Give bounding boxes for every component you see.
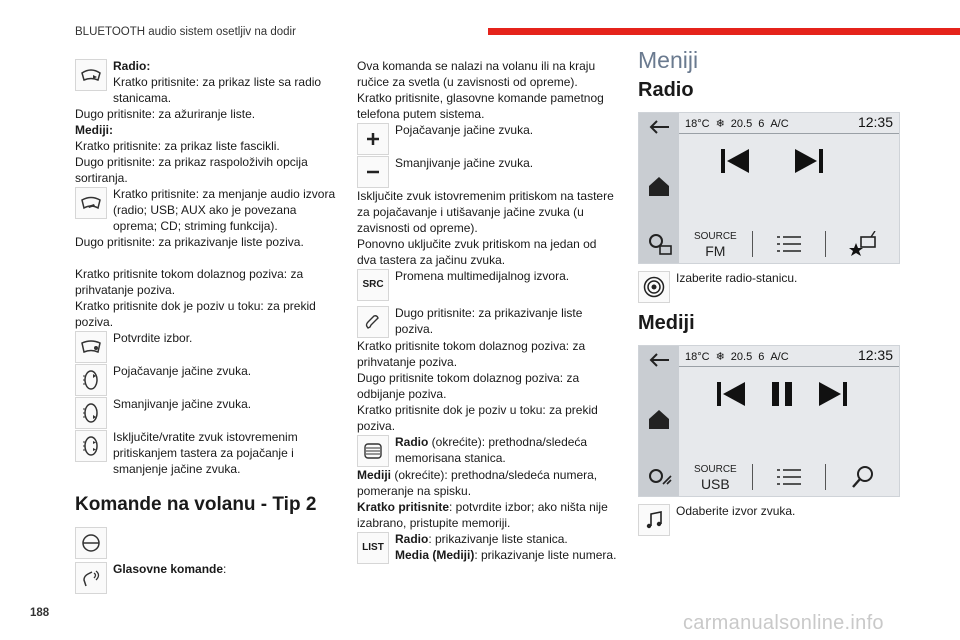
playback-controls <box>715 380 849 408</box>
wheel-radio-text: (okrećite): prethodna/sledeća memorisana stanica. <box>395 435 588 465</box>
src-icon: SRC <box>357 269 389 301</box>
steering-wheel-icon <box>75 527 107 559</box>
source-short-press: Kratko pritisnite: za menjanje audio izvora (radio; USB; AUX ako je povezana oprema; CD; striming funkcija). <box>113 187 336 233</box>
header-accent-bar <box>488 28 960 35</box>
status-bar <box>685 349 795 365</box>
media-screen <box>638 345 900 497</box>
settings-radio-icon[interactable] <box>647 231 673 257</box>
fan-value: 20.5 <box>730 351 753 363</box>
fan-icon: ❄ <box>715 118 725 130</box>
unmute-text: Ponovno uključite zvuk pritiskom na jedan od dva tastera za jačinu zvuka. <box>357 237 597 267</box>
column-2 <box>357 58 619 564</box>
call-accept-text: Kratko pritisnite tokom dolaznog poziva: za prihvatanje poziva. <box>75 267 304 297</box>
minus-row <box>357 155 619 188</box>
screen-left-bar <box>639 113 679 263</box>
voice-command-icon <box>75 562 107 594</box>
radio-caption: Izaberite radio-stanicu. <box>676 271 798 285</box>
settings-media-icon[interactable] <box>647 464 673 490</box>
minus-icon <box>357 156 389 188</box>
fan-icon: ❄ <box>715 351 725 363</box>
pause-icon[interactable] <box>769 380 795 408</box>
search-icon[interactable] <box>826 464 899 490</box>
volume-up-text: Pojačavanje jačine zvuka. <box>113 364 252 378</box>
radio-caption-row <box>638 270 902 303</box>
list-menu-icon[interactable] <box>753 468 826 486</box>
media-long-press: Dugo pritisnite: za prikaz raspoloživih opcija sortiranja. <box>75 155 308 185</box>
back-arrow-icon[interactable] <box>647 119 671 135</box>
fan-level: 6 <box>758 351 765 363</box>
mute-wheel-icon <box>75 430 107 462</box>
wheel-media-text: (okrećite): prethodna/sledeća numera, pomeranje na spisku. <box>357 468 598 498</box>
home-icon[interactable] <box>647 408 671 430</box>
list-menu-icon[interactable] <box>753 235 826 253</box>
voice-label-suffix: : <box>223 562 227 576</box>
clock: 12:35 <box>857 114 893 130</box>
volume-down-text: Smanjivanje jačine zvuka. <box>113 397 252 411</box>
favorite-radio-icon[interactable] <box>826 231 899 257</box>
call-end-text: Kratko pritisnite dok je poziv u toku: za prekid poziva. <box>75 299 316 329</box>
steering-confirm-icon <box>75 331 107 363</box>
ac-label: A/C <box>770 118 789 130</box>
phone-row <box>357 305 619 338</box>
fan-value: 20.5 <box>730 118 753 130</box>
media-caption: Odaberite izvor zvuka. <box>676 504 796 518</box>
previous-icon[interactable] <box>715 380 747 408</box>
mute-both-text: Isključite zvuk istovremenim pritiskom na tastere za pojačavanje i utišavanje jačine zvuka (u zavisnosti od opreme). <box>357 189 614 235</box>
media-menu-title: Mediji <box>638 312 695 334</box>
phone-long-press: Dugo pritisnite: za prikazivanje liste poziva. <box>395 306 583 336</box>
source-button-row <box>75 186 343 234</box>
voice-label: Glasovne komande <box>113 562 224 576</box>
list-radio-text: : prikazivanje liste stanica. <box>428 532 568 546</box>
radio-menu-title: Radio <box>638 79 694 101</box>
source-selector[interactable]: SOURCE FM <box>693 231 737 259</box>
clock: 12:35 <box>857 347 893 363</box>
page-number: 188 <box>30 607 50 619</box>
radio-button-row <box>75 58 343 106</box>
wheel-radio-label: Radio <box>395 435 429 449</box>
list-media-text: : prikazivanje liste numera. <box>474 548 617 562</box>
volume-down-row <box>75 396 343 429</box>
list-media-label: Media (Mediji) <box>395 548 475 562</box>
wheel-press-label: Kratko pritisnite <box>357 500 450 514</box>
source-selector[interactable]: SOURCE USB <box>693 464 737 492</box>
voice-row <box>75 561 343 594</box>
wheel-media-label: Mediji <box>357 468 392 482</box>
plus-text: Pojačavanje jačine zvuka. <box>395 123 534 137</box>
volume-down-wheel-icon <box>75 397 107 429</box>
confirm-row <box>75 330 343 363</box>
steering-radio-icon <box>75 59 107 91</box>
temperature: 18°C <box>685 351 710 363</box>
playback-controls <box>719 147 825 175</box>
phone-end-text: Kratko pritisnite dok je poziv u toku: za prekid poziva. <box>357 403 598 433</box>
next-icon[interactable] <box>817 380 849 408</box>
back-arrow-icon[interactable] <box>647 352 671 368</box>
fan-level: 6 <box>758 118 765 130</box>
steering-source-icon <box>75 187 107 219</box>
section-title-type2: Komande na volanu - Tip 2 <box>75 494 317 515</box>
temperature: 18°C <box>685 118 710 130</box>
screen-bottom-bar <box>679 456 899 498</box>
home-icon[interactable] <box>647 175 671 197</box>
plus-row <box>357 122 619 155</box>
volume-up-wheel-icon <box>75 364 107 396</box>
mute-row <box>75 429 343 477</box>
voice-intro-text-2: Kratko pritisnite, glasovne komande pametnog telefona putem sistema. <box>357 91 604 121</box>
list-row <box>357 531 619 564</box>
media-label: Mediji: <box>75 123 113 137</box>
menus-title: Meniji <box>638 47 699 73</box>
list-radio-label: Radio <box>395 532 429 546</box>
status-divider <box>679 133 899 134</box>
confirm-text: Potvrdite izbor. <box>113 331 193 345</box>
plus-icon <box>357 123 389 155</box>
src-row <box>357 268 619 301</box>
watermark: carmanualsonline.info <box>683 612 884 634</box>
phone-accept-text: Kratko pritisnite tokom dolaznog poziva: za prihvatanje poziva. <box>357 339 586 369</box>
wheel-press-text: : potvrdite izbor; ako ništa nije izabrano, pristupite memoriji. <box>357 500 608 530</box>
column-1 <box>75 58 343 594</box>
screen-bottom-bar <box>679 223 899 265</box>
phone-reject-text: Dugo pritisnite tokom dolaznog poziva: za odbijanje poziva. <box>357 371 580 401</box>
media-short-press: Kratko pritisnite: za prikaz liste fascikli. <box>75 139 280 153</box>
status-divider <box>679 366 899 367</box>
phone-icon <box>357 306 389 338</box>
status-bar <box>685 116 795 132</box>
source-long-press: Dugo pritisnite: za prikazivanje liste poziva. <box>75 235 304 249</box>
previous-icon[interactable] <box>719 147 751 175</box>
page-header-title: BLUETOOTH audio sistem osetljiv na dodir <box>75 26 296 38</box>
column-3 <box>638 47 902 536</box>
thumbwheel-icon <box>357 435 389 467</box>
mute-text: Isključite/vratite zvuk istovremenim pritiskanjem tastera za pojačanje i smanjenje jačine zvuka. <box>113 430 298 476</box>
music-note-icon <box>638 504 670 536</box>
list-icon: LIST <box>357 532 389 564</box>
minus-text: Smanjivanje jačine zvuka. <box>395 156 534 170</box>
next-icon[interactable] <box>793 147 825 175</box>
wheel-row <box>357 434 619 467</box>
volume-up-row <box>75 363 343 396</box>
screen-left-bar <box>639 346 679 496</box>
radio-long-press: Dugo pritisnite: za ažuriranje liste. <box>75 107 256 121</box>
radio-screen <box>638 112 900 264</box>
voice-intro-text: Ova komanda se nalazi na volanu ili na kraju ručice za svetla (u zavisnosti od opreme). <box>357 59 596 89</box>
radio-label: Radio: <box>113 59 151 73</box>
media-caption-row <box>638 503 902 536</box>
radio-short-press: Kratko pritisnite: za prikaz liste sa radio stanicama. <box>113 75 322 105</box>
ac-label: A/C <box>770 351 789 363</box>
src-text: Promena multimedijalnog izvora. <box>395 269 570 283</box>
radio-station-icon <box>638 271 670 303</box>
